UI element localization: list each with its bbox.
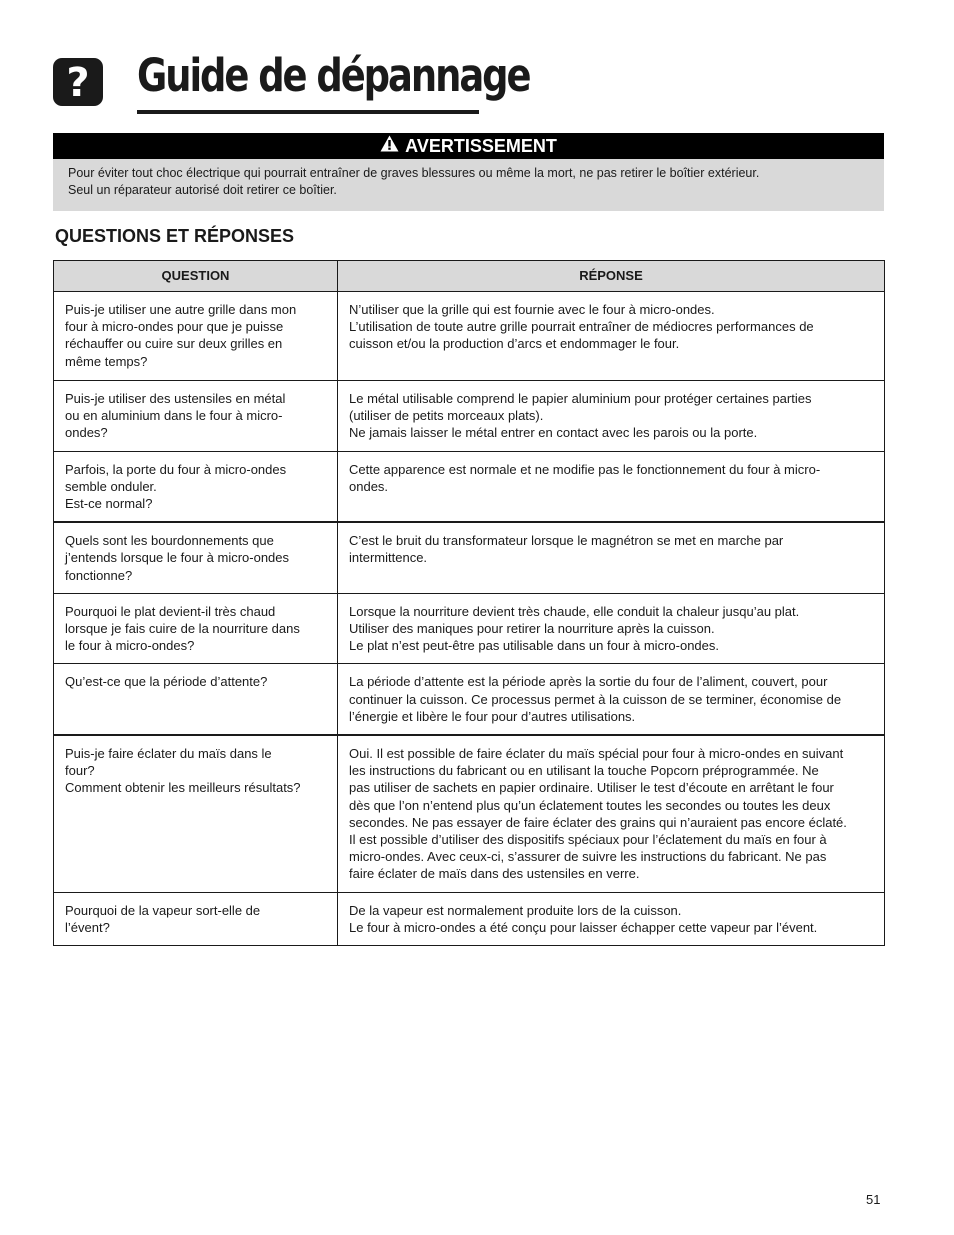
question-line: Comment obtenir les meilleurs résultats? [65,780,301,796]
svg-text:?: ? [66,62,90,102]
page-header [53,49,530,118]
question-line: Est-ce normal? [65,496,153,512]
answer-line: N’utiliser que la grille qui est fournie avec le four à micro-ondes. [349,302,715,317]
answer-line: pas utiliser de sachets en papier ordinaire. Utiliser le test d’écoute en arrêtant le four [349,780,834,796]
question-cell [54,381,338,452]
table-row [54,381,885,452]
question-line: Qu’est-ce que la période d’attente? [65,674,268,690]
answer-line: faire éclater de maïs dans des ustensiles en verre. [349,866,640,882]
table-row [54,664,885,735]
answer-line: intermittence. [349,550,428,566]
faq-table [53,260,885,946]
title-underline [137,110,479,114]
column-header-answer: RÉPONSE [338,261,885,292]
section-title: QUESTIONS ET RÉPONSES [55,226,295,246]
answer-cell [338,664,885,735]
answer-line: continuer la cuisson. Ce processus permet à la cuisson de se terminer, économise de [349,691,842,707]
answer-line: Cette apparence est normale et ne modifie pas le fonctionnement du four à micro- [349,461,821,477]
warning-line: Seul un réparateur autorisé doit retirer ce boîtier. [68,183,337,197]
table-row [54,451,885,522]
question-line: Puis-je faire éclater du maïs dans le [65,746,272,762]
table-header-row [54,261,885,292]
table-row [54,292,885,381]
answer-line: dès que l’on n’entend plus qu’un éclatement toutes les secondes ou toutes les deux [349,797,831,813]
answer-line: Ne jamais laisser le métal entrer en contact avec les parois ou la porte. [349,425,758,441]
warning-triangle-icon [380,135,399,157]
answer-line: les instructions du fabricant ou en utilisant la touche Popcorn préprogrammée. Ne [349,763,819,779]
answer-cell [338,522,885,593]
question-line: Pourquoi de la vapeur sort-elle de [65,902,261,918]
question-cell [54,892,338,945]
answer-cell [338,292,885,381]
question-cell [54,735,338,892]
question-line: four? [65,763,95,779]
answer-cell [338,451,885,522]
column-header-question: QUESTION [54,261,338,292]
question-mark-icon [53,58,103,106]
question-line: réchauffer ou cuire sur deux grilles en [65,336,283,352]
answer-line: L’utilisation de toute autre grille pourrait entraîner de médiocres performances de [349,319,814,335]
page-number: 51 [866,1192,881,1207]
question-line: le four à micro-ondes? [65,638,195,654]
answer-line: l’énergie et libère le four pour d’autres utilisations. [349,708,636,724]
question-cell [54,593,338,664]
answer-line: C’est le bruit du transformateur lorsque le magnétron se met en marche par [349,533,784,549]
table-row [54,522,885,593]
question-cell [54,664,338,735]
question-line: Puis-je utiliser une autre grille dans mon [65,302,297,317]
answer-line: Le plat n’est peut-être pas utilisable dans un four à micro-ondes. [349,638,719,654]
answer-line: micro-ondes. Avec ceux-ci, s’assurer de suivre les instructions du fabricant. Ne pas [349,849,827,865]
answer-line: Il est possible d’utiliser des dispositifs spéciaux pour l’éclatement du maïs en four à [349,832,827,848]
question-cell [54,292,338,381]
question-line: ondes? [65,425,108,441]
answer-line: Lorsque la nourriture devient très chaude, elle conduit la chaleur jusqu’au plat. [349,603,800,619]
answer-line: cuisson et/ou la production d’arcs et endommager le four. [349,336,680,352]
answer-line: Oui. Il est possible de faire éclater du maïs spécial pour four à micro-ondes en suivant [349,746,844,762]
question-cell [54,522,338,593]
question-line: fonctionne? [65,567,133,583]
warning-box [53,133,884,211]
question-line: lorsque je fais cuire de la nourriture dans [65,621,300,637]
answer-cell [338,381,885,452]
answer-line: La période d’attente est la période après la sortie du four de l’aliment, couvert, pour [349,674,828,690]
question-line: Quels sont les bourdonnements que [65,533,274,549]
answer-line: (utiliser de petits morceaux plats). [349,408,544,424]
question-line: ou en aluminium dans le four à micro- [65,408,283,424]
answer-line: Le métal utilisable comprend le papier aluminium pour protéger certaines parties [349,391,812,406]
answer-cell [338,593,885,664]
question-line: Puis-je utiliser des ustensiles en métal [65,391,286,406]
page-title: Guide de dépannage [137,49,530,102]
warning-text [53,159,884,211]
warning-heading: AVERTISSEMENT [405,135,557,156]
answer-line: secondes. Ne pas essayer de faire éclater des grains qui n’auraient pas encore éclaté. [349,814,847,830]
table-row [54,593,885,664]
answer-line: ondes. [349,478,389,494]
answer-cell [338,892,885,945]
question-line: l’évent? [65,919,110,935]
table-row [54,735,885,892]
question-line: j’entends lorsque le four à micro-ondes [65,550,290,566]
answer-cell [338,735,885,892]
answer-line: De la vapeur est normalement produite lors de la cuisson. [349,902,682,918]
answer-line: Le four à micro-ondes a été conçu pour laisser échapper cette vapeur par l’évent. [349,919,818,935]
question-line: Pourquoi le plat devient-il très chaud [65,603,276,619]
warning-line: Pour éviter tout choc électrique qui pourrait entraîner de graves blessures ou même la mort, ne pas retirer le boîtier extérieur. [68,166,760,180]
question-line: semble onduler. [65,478,157,494]
question-line: four à micro-ondes pour que je puisse [65,319,284,335]
question-cell [54,451,338,522]
answer-line: Utiliser des maniques pour retirer la nourriture après la cuisson. [349,621,715,637]
table-row [54,892,885,945]
warning-header [53,133,884,159]
question-line: même temps? [65,353,148,369]
question-line: Parfois, la porte du four à micro-ondes [65,461,287,477]
